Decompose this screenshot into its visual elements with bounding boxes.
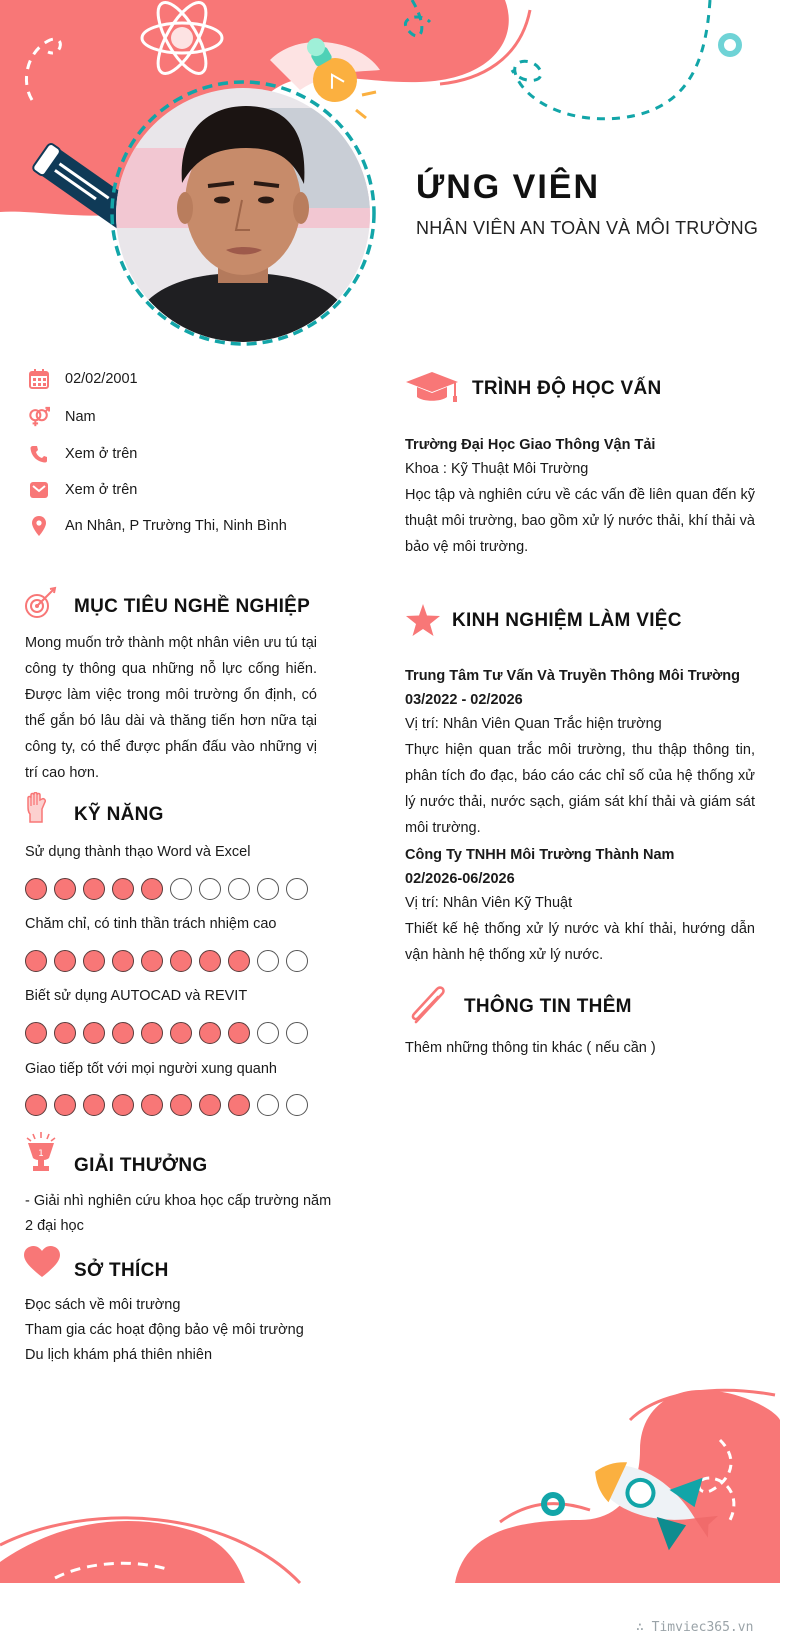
job-description: Thực hiện quan trắc môi trường, thu thập thông tin, phân tích đo đạc, báo cáo các chỉ số của hệ thống xử lý nước thải, nước sạch, giám sát khí thải và giám sát môi trường. [405,742,755,836]
paperclip-icon [408,986,450,1031]
skill-rating [25,1094,325,1118]
skill-dot-empty [199,878,221,900]
skills-title: KỸ NĂNG [74,804,164,825]
skill-dot-filled [170,1094,192,1116]
candidate-name: ỨNG VIÊN [416,168,601,206]
skill-dot-filled [83,950,105,972]
contact-gender [28,405,96,429]
skill-rating [25,1022,325,1046]
experience-title: KINH NGHIỆM LÀM VIỆC [452,610,682,631]
skill-dot-filled [25,1022,47,1044]
gender-text: Nam [65,409,96,425]
objective-text: Mong muốn trở thành một nhân viên ưu tú tại công ty thông qua những nỗ lực cống hiến. Được làm việc trong môi trường ổn định, có thể gắn bó lâu dài và thăng tiến hơn nữa tại công ty, có thể được phấn đấu vào những vị trí cao hơn. [25,635,317,781]
education-description: Học tập và nghiên cứu về các vấn đề liên quan đến kỹ thuật môi trường, bao gồm xử lý nước thải, khí thải và bảo vệ môi trường. [405,487,755,555]
skill-dot-filled [141,1022,163,1044]
skill-dot-filled [54,878,76,900]
job-role: Vị trí: Nhân Viên Kỹ Thuật [405,895,573,911]
watermark: ∴ Timviec365.vn [636,1620,754,1635]
skill-dot-filled [112,1094,134,1116]
objective-title: MỤC TIÊU NGHỀ NGHIỆP [74,596,311,617]
contact-birthdate [28,367,138,391]
skill-dot-filled [25,950,47,972]
skill-dot-filled [112,950,134,972]
skill-dot-empty [257,1094,279,1116]
skill-dot-filled [141,950,163,972]
birthdate-text: 02/02/2001 [65,371,138,387]
skill-dot-filled [170,1022,192,1044]
heart-icon [24,1246,60,1283]
extra-info-title: THÔNG TIN THÊM [464,996,632,1017]
skill-dot-filled [112,878,134,900]
skill-dot-empty [286,878,308,900]
skill-dot-empty [286,1022,308,1044]
skill-dot-empty [228,878,250,900]
graduation-cap-icon [405,370,459,411]
skill-dot-filled [83,1094,105,1116]
skill-dot-filled [141,1094,163,1116]
avatar-photo [116,88,370,342]
skill-dot-empty [257,878,279,900]
skill-label: Biết sử dụng AUTOCAD và REVIT [25,988,248,1004]
phone-text: Xem ở trên [65,446,138,462]
skill-dot-filled [25,1094,47,1116]
school-name: Trường Đại Học Giao Thông Vận Tải [405,437,656,453]
skill-rating [25,950,325,974]
phone-icon [28,443,50,465]
skill-dot-filled [228,1094,250,1116]
skill-rating [25,878,325,902]
hobbies-title: SỞ THÍCH [74,1260,169,1281]
email-text: Xem ở trên [65,482,138,498]
skill-dot-empty [257,950,279,972]
contact-phone [28,442,138,466]
education-title: TRÌNH ĐỘ HỌC VẤN [472,378,662,399]
skill-dot-filled [141,878,163,900]
skill-label: Giao tiếp tốt với mọi người xung quanh [25,1061,278,1077]
email-icon [28,479,50,501]
skill-dot-filled [112,1022,134,1044]
job-period: 02/2026-06/2026 [405,871,515,887]
skill-dot-filled [170,950,192,972]
skill-dot-filled [199,950,221,972]
award-line: 2 đại học [25,1218,84,1234]
hobby-item: Đọc sách về môi trường [25,1297,181,1313]
rocket-icon [578,1436,730,1563]
job-company: Công Ty TNHH Môi Trường Thành Nam [405,847,675,863]
skill-label: Sử dụng thành thạo Word và Excel [25,844,251,860]
hobby-item: Tham gia các hoạt động bảo vệ môi trường [25,1322,304,1338]
skill-dot-empty [286,1094,308,1116]
skill-dot-empty [170,878,192,900]
skill-dot-filled [199,1022,221,1044]
job-company: Trung Tâm Tư Vấn Và Truyền Thông Môi Trường [405,668,741,684]
svg-text:1: 1 [38,1149,44,1159]
star-icon [406,604,440,641]
awards-title: GIẢI THƯỞNG [74,1155,208,1176]
award-line: - Giải nhì nghiên cứu khoa học cấp trường năm [25,1193,332,1209]
address-text: An Nhân, P Trường Thi, Ninh Bình [65,518,287,534]
skill-dot-empty [286,950,308,972]
skill-dot-filled [54,1094,76,1116]
job-description: Thiết kế hệ thống xử lý nước và khí thải, hướng dẫn vận hành hệ thống xử lý nước. [405,921,755,963]
skill-dot-filled [228,1022,250,1044]
contact-email [28,478,138,502]
location-icon [28,515,50,537]
skill-dot-filled [83,1022,105,1044]
candidate-position: NHÂN VIÊN AN TOÀN VÀ MÔI TRƯỜNG [416,218,759,238]
target-icon [24,586,58,625]
skill-dot-filled [228,950,250,972]
skill-dot-filled [54,1022,76,1044]
trophy-icon [24,1132,58,1179]
hobby-item: Du lịch khám phá thiên nhiên [25,1347,213,1363]
skill-label: Chăm chỉ, có tinh thần trách nhiệm cao [25,916,277,932]
job-period: 03/2022 - 02/2026 [405,692,523,708]
skill-dot-filled [199,1094,221,1116]
extra-info-text: Thêm những thông tin khác ( nếu cần ) [405,1040,656,1056]
calendar-icon [28,368,50,390]
avatar [116,88,370,342]
skill-dot-filled [83,878,105,900]
skill-dot-empty [257,1022,279,1044]
skill-dot-filled [25,878,47,900]
education-major: Khoa : Kỹ Thuật Môi Trường [405,461,589,477]
gender-icon [28,406,50,428]
job-role: Vị trí: Nhân Viên Quan Trắc hiện trường [405,716,662,732]
hand-icon [25,792,47,829]
contact-address [28,514,287,538]
skill-dot-filled [54,950,76,972]
